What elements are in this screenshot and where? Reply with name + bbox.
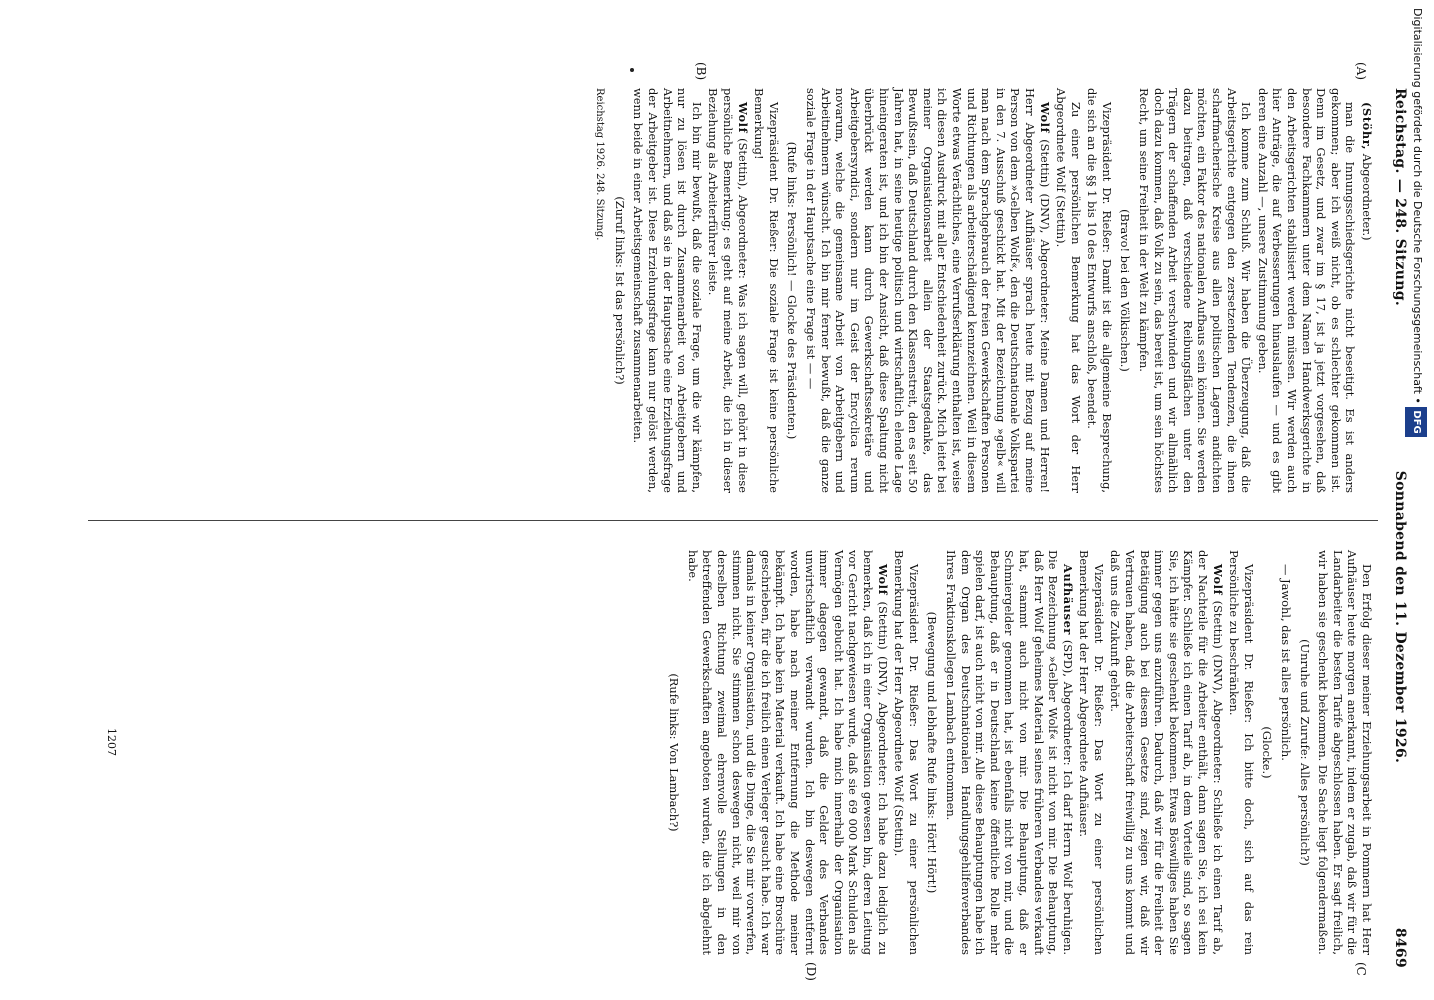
speech-paragraph (1108, 550, 1225, 955)
speech-text: (Stettin), Abgeordneter: Was ich sagen will, gehört in diese persönliche Bemerkung; es geht auf meine Arbeit, die ich in dieser Beziehung als Arbeiterführer leiste. (706, 88, 750, 493)
interjection: (Bravo! bei den Völkischen.) (1118, 209, 1133, 372)
text-paragraph: Vizepräsident Dr. Rießer: Ich bitte doch, sich auf das rein Persönliche zu beschränken. (1227, 550, 1256, 955)
margin-marker-d: (D) (804, 962, 818, 981)
speaker-name: Wolf (875, 564, 890, 596)
text-paragraph: Den Erfolg dieser meiner Erziehungsarbeit in Pommern hat Herr Aufhäuser heute morgen anerkannt, indem er zugab, daß wir für die Landarbeiter die besten Tarife abgeschlossen haben. Er sagt freilich, wir haben sie geschenkt bekommen. Die Sache liegt folgendermaßen. (1316, 550, 1374, 955)
dfg-logo: DFG (1405, 407, 1427, 436)
interjection: (Unruhe und Zurufe: Alles persönlich?) (1297, 639, 1312, 866)
page-footer: Reichstag 1926. 248. Sitzung. (594, 88, 606, 241)
interjection: (Bewegung und lebhafte Rufe links: Hört! Hört!) (925, 611, 940, 894)
interjection: (Glocke.) (1260, 726, 1275, 779)
speaker-name: Wolf (735, 102, 750, 134)
header-left: Reichstag. — 248. Sitzung. (1392, 88, 1408, 307)
text-paragraph: Vizepräsident Dr. Rießer: Damit ist die allgemeine Besprechung, die sich an die §§ 1 bis 10 des Entwurfs anschloß, beendet. (1085, 88, 1114, 493)
right-column (663, 550, 1374, 955)
text-paragraph: Ich komme zum Schluß. Wir haben die Überzeugung, daß die Arbeitsgerichte entgegen den zersetzenden Tendenzen, die ihnen scharfmacherische Kreise aus allen politischen Lagern andichten möchten, ein Faktor des nationalen Aufbaus sein können. Sie werden dazu beitragen, daß verschiedene Reibungsflächen unter den Trägern der schaffenden Arbeit verschwinden und wir allmählich doch dazu kommen, daß Volk zu sein, das bereit ist, um sein höchstes Recht, um seine Freiheit in der Welt zu kämpfen. (1137, 88, 1254, 493)
speaker-name: Wolf (1210, 564, 1225, 596)
column-divider (88, 520, 1378, 521)
speaker-name: (Stöhr, (1360, 102, 1374, 151)
speech-text: (Stettin) (DNV), Abgeordneter: Schließe ich einen Tarif ab, der Nachteile für die Arbeiter enthält, dann sagen Sie, ich sei kein Kämpfer. Schließe ich einen Tarif ab, in dem Vorteile sind, so sagen Sie, ich hätte sie geschenkt bekommen. Etwas Böswilliges haben Sie immer gegen uns anzuführen. Dadurch, daß wir für die Freiheit der Betätigung auch bei diesem Gesetze sind, zeigen wir, daß wir Vertrauen haben, daß die Arbeiterschaft freiwillig zu uns kommt und daß uns die Zukunft gehört. (1108, 550, 1225, 955)
interjection: (Rufe links: Von Lambach?) (667, 673, 682, 832)
margin-marker-a: (A) (1354, 62, 1368, 81)
speech-text: (Stettin) (DNV), Abgeordneter: Meine Damen und Herren! Herr Abgeordneter Aufhäuser sprach heute mit Bezug auf meine Person von dem »Gelben Wolf«, den die Deutschnationale Volkspartei in den 7. Ausschuß geschickt hat. Mit der Bezeichnung »gelb« will man nach dem Sprachgebrauch der freien Gewerkschaften Personen und Richtungen als arbeiterschädigend kennzeichnen. Weil in diesem Worte etwas Verächtliches, eine Verrufserklärung enthalten ist, weise ich diesen Ausdruck mit aller Entschiedenheit zurück. Mich leitet bei meiner Organisationsarbeit allein der Staatsgedanke, das Bewußtsein, daß Deutschland durch den Klassenstreit, den es seit 50 Jahren hat, in seine heutige politisch und wirtschaftlich elende Lage hineingeraten ist, und ich bin der Ansicht, daß diese Spaltung nicht überbrückt werden kann durch Gewerkschaftssekretäre und Arbeitgebersyndici, sondern nur im Geist der Encyclica rerum novarum, welche die gemeinsame Arbeit von Arbeitgebern und Arbeitnehmern wünscht. Ich bin mir ferner bewußt, daß die ganze soziale Frage in der Hauptsache eine Frage ist — — (804, 88, 1052, 493)
dfg-credit-text: Digitalisierung gefördert durch die Deutsche Forschungsgemeinschaft • (1411, 8, 1424, 404)
speech-text: (Stettin) (DNV), Abgeordneter: Ich habe dazu lediglich zu bemerken, daß ich in einer Organisation gewesen bin, deren Leitung vor Gericht nachgewiesen wurde, daß sie 69 000 Mark Schulden als Vermögen gebucht hat. Ich habe mich innerhalb der Organisation immer dagegen gewandt, daß die Gelder des Verbandes unwirtschaftlich verwandt wurden. Ich bin deswegen entfernt worden, habe nach meiner Entfernung die Methode meiner bekämpft. Ich habe kein Material verkauft. Ich habe eine Broschüre geschrieben, für die ich freilich einen Verleger gesucht habe. Ich war damals in keiner Organisation, und die Dinge, die Sie mir vorwerfen, stimmen nicht. Sie stimmen schon deswegen nicht, weil mir von derselben Richtung zweimal ehrenvolle Stellungen in den betreffenden Gewerkschaften angeboten wurden, die ich abgelehnt habe. (685, 550, 890, 955)
text-paragraph: Vizepräsident Dr. Rießer: Die soziale Frage ist keine persönliche Bemerkung! (752, 88, 781, 493)
text-paragraph: Ich bin mir bewußt, daß die soziale Frage, um die wir kämpfen, nur zu lösen ist durch Zusammenarbeit von Arbeitgebern und Arbeitnehmern, und daß sie in der Hauptsache eine Erziehungsfrage der Arbeitgeber ist. Diese Erziehungsfrage kann nur gelöst werden, wenn beide in einer Arbeitsgemeinschaft zusammenarbeiten. (631, 88, 704, 493)
text-paragraph: Zu einer persönlichen Bemerkung hat das Wort der Herr Abgeordnete Wolf (Stettin). (1054, 88, 1083, 493)
speaker-name: Aufhäuser (1060, 564, 1075, 636)
page-number: 8469 (1392, 927, 1408, 968)
interjection: (Zuruf links: Ist das persönlich?) (612, 196, 627, 385)
scanned-page (88, 62, 1408, 981)
text-paragraph: man die Innungsschiedsgerichte nicht beseitigt. Es ist anders gekommen; aber ich weiß nicht, ob es schlechter gekommen ist. Denn im Gesetz, und zwar im § 17, ist ja jetzt vorgesehen, daß besondere Fachkammern unter dem Namen Handwerksgerichte in den Arbeitsgerichten stabilisiert werden müssen. Wir werden auch hier Anträge, die auf Verbesserungen hinauslaufen — und es gibt deren eine Anzahl —, unsere Zustimmung geben. (1255, 88, 1358, 493)
speaker-name: Wolf (1037, 102, 1052, 134)
speech-paragraph (1359, 88, 1374, 493)
speech-text: Abgeordneter.) (1360, 150, 1374, 241)
speech-paragraph (943, 550, 1074, 955)
scan-speck (630, 68, 634, 72)
interjection: (Rufe links: Persönlich! — Glocke des Präsidenten.) (785, 141, 800, 440)
text-paragraph: Vizepräsident Dr. Rießer: Das Wort zu einer persönlichen Bemerkung hat der Herr Abgeordnete Aufhäuser. (1077, 550, 1106, 955)
text-paragraph: Vizepräsident Dr. Rießer: Das Wort zu einer persönlichen Bemerkung hat der Herr Abgeordnete Wolf (Stettin). (892, 550, 921, 955)
bottom-page-number: 1207 (105, 728, 118, 756)
margin-marker-c: (C (1354, 962, 1368, 976)
text-paragraph: — Jawohl, das ist alles persönlich. (1279, 564, 1294, 761)
speech-text: (SPD), Abgeordneter: Ich darf Herrn Wolf beruhigen. Die Bezeichnung »Gelber Wolf« ist nicht von mir. Die Behauptung, daß Herr Wolf geheimes Material seines früheren Verbandes verkauft hat, stammt auch nicht von mir. Die Behauptung, daß er Schmiergelder genommen hat, ist ebenfalls nicht von mir, und die Behauptung, daß er in Deutschland keine öffentliche Rolle mehr spielen darf, ist auch nicht von mir. Alle diese Behauptungen habe ich dem Organ des Deutschnationalen Handlungsgehilfenverbandes Ihres Fraktionskollegen Lambach entnommen. (943, 550, 1075, 955)
speech-paragraph (706, 88, 750, 493)
header-date: Sonnabend den 11. Dezember 1926. (1392, 470, 1408, 764)
speech-paragraph (803, 88, 1051, 493)
left-column (590, 88, 1374, 493)
dfg-sidebar (1404, 8, 1434, 998)
dfg-credit (1406, 8, 1428, 998)
speech-paragraph (685, 550, 889, 955)
page-upright (88, 62, 1408, 981)
margin-marker-b: (B) (694, 62, 708, 81)
